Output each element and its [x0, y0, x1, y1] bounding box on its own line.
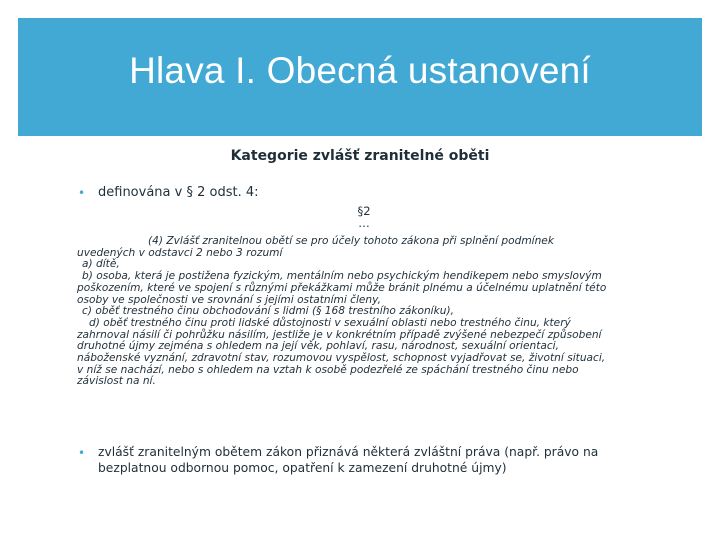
item-d-line: zahrnoval násilí či pohrůžku násilím, jestliže je v konkrétním případě zvýšené nebezpečí způsobení [77, 328, 602, 341]
item-b-line: poškozením, které ve spojení s různými překážkami může bránit plnému a účelnému uplatnění této [77, 281, 607, 294]
slide-title: Hlava I. Obecná ustanovení [129, 50, 591, 91]
section-mark: §2 [357, 204, 371, 218]
bullet-definition: definována v § 2 odst. 4: [98, 185, 259, 200]
item-a: a) dítě, [82, 258, 120, 271]
bullet-icon: • [78, 446, 86, 460]
bullet-rights-line: zvlášť zranitelným obětem zákon přiznává některá zvláštní práva (např. právo na [98, 445, 599, 459]
item-d-line: v níž se nachází, nebo s ohledem na vztah k osobě podezřelé ze spáchání trestného činu nebo [77, 363, 579, 376]
paragraph-4-line: (4) Zvlášť zranitelnou obětí se pro účely tohoto zákona při splnění podmínek [148, 235, 554, 247]
law-quote [77, 205, 643, 388]
slide-subtitle: Kategorie zvlášť zranitelné oběti [230, 148, 490, 164]
item-c: c) oběť trestného činu obchodování s lidmi (§ 168 trestního zákoníku), [82, 305, 454, 318]
bullet-icon: • [78, 186, 86, 200]
bullet-rights-line: bezplatnou odbornou pomoc, opatření k zamezení druhotné újmy) [98, 461, 507, 475]
paragraph-4-line: uvedených v odstavci 2 nebo 3 rozumí [77, 246, 283, 259]
item-b-line: b) osoba, která je postižena fyzickým, mentálním nebo psychickým hendikepem nebo smyslovým [82, 270, 602, 283]
item-d-line: d) oběť trestného činu proti lidské důstojnosti v sexuální oblasti nebo trestného činu, který [89, 316, 571, 329]
item-b-line: osoby ve společnosti ve srovnání s jejími ostatními členy, [77, 293, 381, 306]
item-d-line: druhotné újmy zejména s ohledem na její věk, pohlaví, rasu, národnost, sexuální orientaci, [77, 340, 559, 353]
item-d-line: náboženské vyznání, zdravotní stav, rozumovou vyspělost, schopnost vyjadřovat se, životní situaci, [77, 352, 606, 365]
item-d-line: závislost na ní. [77, 375, 156, 388]
ellipsis: … [358, 216, 370, 230]
bullet-rights [98, 444, 598, 476]
